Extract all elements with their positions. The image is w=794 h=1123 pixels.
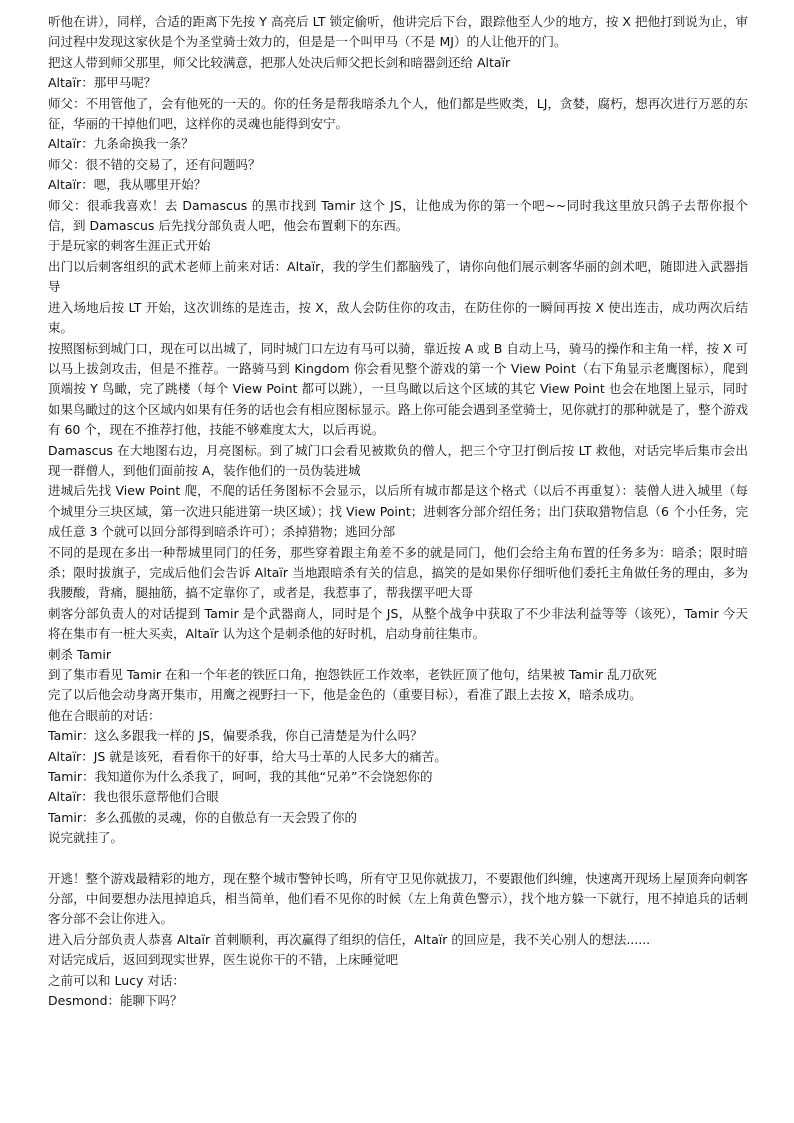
- dialogue-line: 师父：很不错的交易了，还有问题吗？: [48, 156, 261, 172]
- paragraph-side-tasks: 不同的是现在多出一种帮城里同门的任务，那些穿着跟主角差不多的就是同门，他们会给主角布置的任务多为：暗杀；限时暗杀；限时拔旗子，完成后他们会告诉 Altaïr 当地跟暗杀有关的信息，搞笑的是如果你仔细听他们委托主角做任务的理由，多为我腰酸，背痛，腿抽筋，搞不定靠你了，或者是，我惹事了，帮我摆平吧大哥: [48, 544, 748, 601]
- paragraph-market: 到了集市看见 Tamir 在和一个年老的铁匠口角，抱怨铁匠工作效率，老铁匠顶了他句，结果被 Tamir 乱刀砍死: [48, 667, 657, 682]
- dialogue-line: Desmond：能聊下吗？: [48, 993, 183, 1009]
- paragraph-real-world: 对话完成后，返回到现实世界，医生说你干的不错，上床睡觉吧: [48, 952, 399, 968]
- paragraph-last-words-intro: 他在合眼前的对话：: [48, 707, 161, 723]
- dialogue-line: 师父：不用管他了，会有他死的一天的。你的任务是帮我暗杀九个人，他们都是些败类，LJ，贪婪，腐朽，想再次进行万恶的东征，华丽的干掉他们吧，这样你的灵魂也能得到安宁。: [48, 95, 748, 132]
- paragraph-combo-training: 进入场地后按 LT 开始，这次训练的是连击，按 X，敌人会防住你的攻击，在防住你的一瞬间再按 X 使出连击，成功两次后结束。: [48, 299, 748, 336]
- paragraph-city-format: 进城后先找 View Point 爬，不爬的话任务图标不会显示，以后所有城市都是这个格式（以后不再重复）：装僧人进入城里（每个城里分三块区域，第一次进只能进第一块区域）；找 View Point；进刺客分部介绍任务；出门获取猎物信息（6 个小任务，完成任意 3 个就可以回分部得到暗杀许可）；杀掉猎物；逃回分部: [48, 483, 748, 540]
- paragraph-interrogation: 听他在讲），同样，合适的距离下先按 Y 高亮后 LT 锁定偷听，他讲完后下台，跟踪他至人少的地方，按 X 把他打到说为止，审问过程中发现这家伙是个为圣堂骑士效力的，但是是一个叫甲马（不是 MJ）的人让他开的门。: [48, 14, 748, 50]
- paragraph-bureau-return: 进入后分部负责人恭喜 Altaïr 首刺顺利，再次赢得了组织的信任，Altaïr 的回应是，我不关心别人的想法......: [48, 931, 651, 947]
- dialogue-line: Altaïr：我也很乐意帮他们合眼: [48, 789, 219, 805]
- paragraph-bring-to-master: 把这人带到师父那里，师父比较满意，把那人处决后师父把长剑和暗器剑还给 Altaïr: [48, 54, 511, 70]
- paragraph-death: 说完就挂了。: [48, 830, 124, 846]
- dialogue-line: Tamir：这么多跟我一样的 JS，偏要杀我，你自己清楚是为什么吗？: [48, 728, 423, 744]
- dialogue-line: Altaïr：九条命换我一条？: [48, 136, 194, 152]
- paragraph-lucy: 之前可以和 Lucy 对话：: [48, 972, 185, 988]
- dialogue-line: Tamir：多么孤傲的灵魂，你的自傲总有一天会毁了你的: [48, 809, 358, 825]
- paragraph-weapon-training: 出门以后刺客组织的武术老师上前来对话：Altaïr，我的学生们都脑残了，请你向他们展示刺客华丽的剑术吧，随即进入武器指导: [48, 258, 748, 295]
- dialogue-line: Altaïr：嗯，我从哪里开始？: [48, 177, 207, 193]
- dialogue-line: Tamir：我知道你为什么杀我了，呵呵，我的其他“兄弟”不会饶恕你的: [48, 769, 433, 785]
- blank-line: [48, 849, 748, 869]
- paragraph-escape: 开逃！整个游戏最精彩的地方，现在整个城市警钟长鸣，所有守卫见你就拔刀，不要跟他们纠缠，快速离开现场上屋顶奔向刺客分部，中间要想办法甩掉追兵，相当简单，他们看不见你的时候（左上角黄色警示），找个地方躲一下就行，甩不掉追兵的话刺客分部不会让你进入。: [48, 870, 749, 927]
- paragraph-damascus: Damascus 在大地图右边，月亮图标。到了城门口会看见被欺负的僧人，把三个守卫打倒后按 LT 救他，对话完毕后集市会出现一群僧人，到他们面前按 A，装作他们的一员伪装进城: [48, 442, 748, 478]
- section-heading: 刺杀 Tamir: [48, 646, 111, 662]
- paragraph-view-point: 按照图标到城门口，现在可以出城了，同时城门口左边有马可以骑，靠近按 A 或 B 自动上马，骑马的操作和主角一样，按 X 可以马上拔剑攻击，但是不推荐。一路骑马到 Kingdom 你会看见整个游戏的第一个 View Point（右下角显示老鹰图标），爬到顶端按 Y 鸟瞰，完了跳楼（每个 View Point 都可以跳），一旦鸟瞰以后这个区域的其它 View Point 也会在地图上显示，同时如果鸟瞰过的这个区域内如果有任务的话也会有相应图标显示。路上你可能会遇到圣堂骑士，见你就打的那种就是了，整个游戏有 60 个，现在不推荐打他，技能不够难度太大，以后再说。: [48, 340, 749, 438]
- paragraph-assassination: 完了以后他会动身离开集市，用鹰之视野扫一下，他是金色的（重要目标），看准了跟上去按 X，暗杀成功。: [48, 687, 642, 703]
- dialogue-line: Altaïr：JS 就是该死，看看你干的好事，给大马士革的人民多大的痛苦。: [48, 748, 447, 764]
- paragraph-bureau-leader: 刺客分部负责人的对话提到 Tamir 是个武器商人，同时是个 JS，从整个战争中获取了不少非法利益等等（该死），Tamir 今天将在集市有一桩大买卖，Altaïr 认为这个是刺杀他的好时机，启动身前往集市。: [48, 605, 748, 642]
- document-page: [48, 12, 748, 1012]
- dialogue-line: 师父：很乖我喜欢！去 Damascus 的黑市找到 Tamir 这个 JS，让他成为你的第一个吧~~同时我这里放只鸽子去帮你报个信，到 Damascus 后先找分部负责人吧，他会布置剩下的东西。: [48, 197, 748, 234]
- paragraph-career-start: 于是玩家的刺客生涯正式开始: [48, 238, 211, 254]
- dialogue-line: Altaïr：那甲马呢？: [48, 75, 157, 91]
